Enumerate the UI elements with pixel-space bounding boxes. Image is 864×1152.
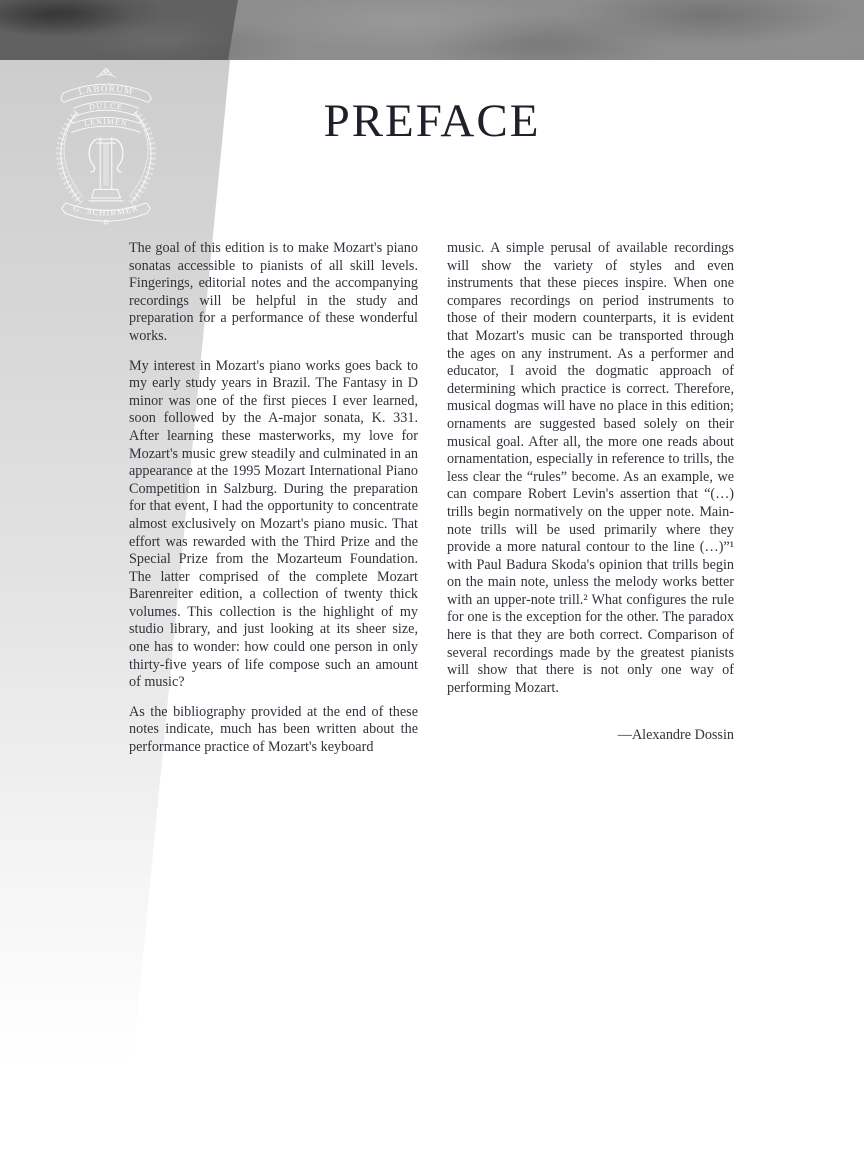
emblem-motto-word-3: LENIMEN [83, 116, 129, 129]
header-smoke-band-dark-corner [0, 0, 240, 60]
paragraph-4: music. A simple perusal of available recordings will show the variety of styles and even instruments that these pieces inspire. When one compares recordings on period instruments to those of their modern counterparts, it is evident that Mozart's music can be transported through the ages on any instrument. As a performer and educator, I avoid the dogmatic approach of determining which practice is correct. Therefore, musical dogmas will have no place in this edition; ornaments are suggested based solely on their musical goal. After all, the more one reads about ornamentation, especially in reference to trills, the less clear the “rules” become. As an example, we can compare Robert Levin's assertion that “(…) trills begin normatively on the upper note. Main-note trills will be used primarily where they provide a more natural contour to the line (…)”¹ with Paul Badura Skoda's opinion that trills begin on the main note, unless the melody works better with an upper-note trill.² What configures the rule for one is the exception for the other. The paradox here is that they are both correct. Comparison of several recordings made by the greatest pianists will show that there is not only one way of performing Mozart. [447, 240, 734, 696]
paragraph-3: As the bibliography provided at the end of these notes indicate, much has been written about the performance practice of Mozart's keyboard [129, 703, 418, 756]
preface-body [129, 240, 735, 757]
svg-text:G. SCHIRMER [72, 203, 140, 218]
emblem-finial-icon [96, 69, 115, 78]
paragraph-1: The goal of this edition is to make Mozart's piano sonatas accessible to pianists of all skill levels. Fingerings, editorial notes and the accompanying recordings will be helpful in the study and preparation for a performance of these wonderful works. [129, 240, 418, 344]
emblem-motto-word-2: DULCE [88, 101, 124, 112]
right-column [447, 240, 734, 757]
author-signature: —Alexandre Dossin [617, 727, 734, 744]
left-column [129, 240, 418, 757]
paragraph-2: My interest in Mozart's piano works goes back to my early study years in Brazil. The Fantasy in D minor was one of the first pieces I ever learned, soon followed by the A-major sonata, K. 331. After learning these masterworks, my love for Mozart's music grew steadily and culminated in an appearance at the 1995 Mozart International Piano Competition in Salzburg. During the preparation for that event, I had the opportunity to concentrate almost exclusively on Mozart's piano music. That effort was rewarded with the Third Prize and the Special Prize from the Mozarteum Foundation. The latter comprised of the complete Mozart Barenreiter edition, a collection of twenty thick volumes. This collection is the highlight of my studio library, and just looking at its sheer size, one has to wonder: how could one person in only thirty-five years of life compose such an amount of music? [129, 357, 418, 691]
emblem-motto-word-1: LABORUM [77, 83, 135, 97]
emblem-publisher-name: G. SCHIRMER [72, 202, 140, 218]
page-title: PREFACE [323, 95, 541, 147]
